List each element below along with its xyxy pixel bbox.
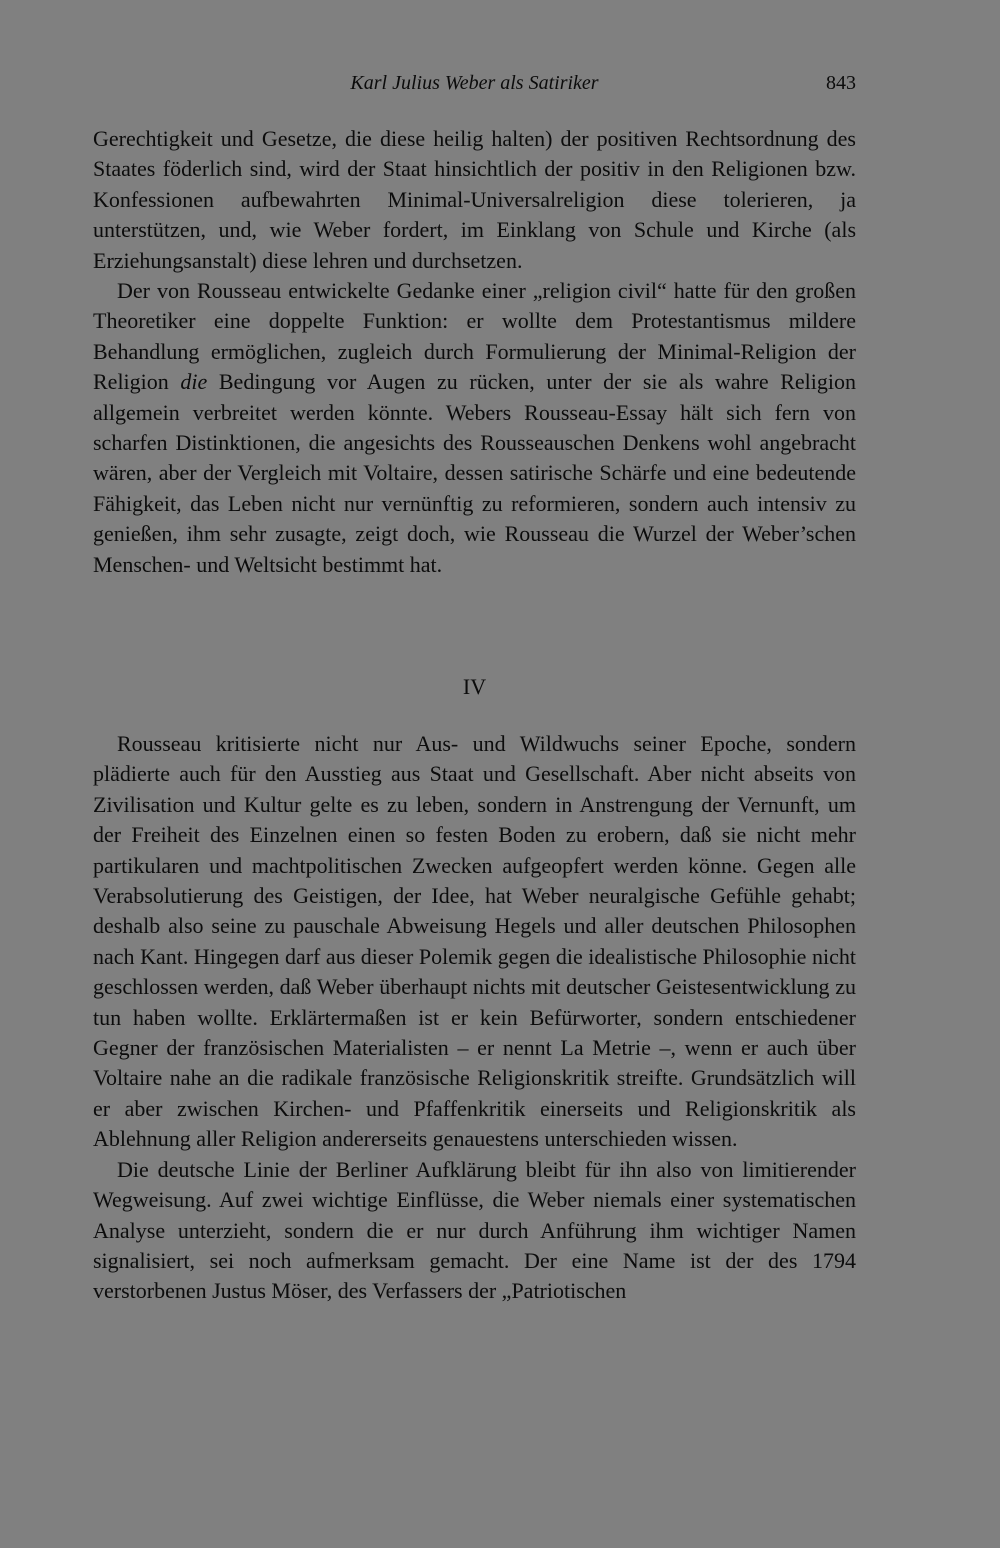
paragraph: Rousseau kritisierte nicht nur Aus- und Wildwuchs seiner Epoche, sondern plädierte auch für den Ausstieg aus Staat und Gesellschaft. Aber nicht abseits von Zivilisation und Kultur gelte es zu leben, sondern in Anstrengung der Vernunft, um der Freiheit des Einzelnen einen so festen Boden zu erobern, daß sie nicht mehr partikularen und machtpolitischen Zwecken aufgeopfert werden könne. Gegen alle Verabsolutierung des Geistigen, der Idee, hat Weber neuralgische Gefühle gehabt; deshalb also seine zu pauschale Abweisung Hegels und aller deutschen Philosophen nach Kant. Hingegen darf aus dieser Polemik gegen die idealistische Philosophie nicht geschlossen werden, daß Weber überhaupt nichts mit deutscher Geistesentwicklung zu tun haben wollte. Erklärtermaßen ist er kein Befürworter, sondern entschiedener Gegner der französischen Materialisten – er nennt La Metrie –, wenn er auch über Voltaire nahe an die radikale französische Religionskritik streifte. Grundsätzlich will er aber zwischen Kirchen- und Pfaffenkritik einerseits und Religionskritik als Ablehnung aller Religion andererseits genauestens unterschieden wissen.: [93, 731, 856, 1152]
paragraph-text: Der von Rousseau entwickelte Gedanke einer „religion civil“ hatte für den großen Theoretiker eine doppelte Funktion: er wollte dem Protestantismus mildere Behandlung ermöglichen, zugleich durch Formulierung der Minimal-Religion der Religion: [93, 278, 856, 395]
body-text-top: [93, 124, 856, 580]
paragraph: Gerechtigkeit und Gesetze, die diese heilig halten) der positiven Rechtsordnung des Staates föderlich sind, wird der Staat hinsichtlich der positiv in den Religionen bzw. Konfessionen aufbewahrten Minimal-Universalreligion diese tolerieren, ja unterstützen, und, wie Weber fordert, im Einklang von Schule und Kirche (als Erziehungsanstalt) diese lehren und durchsetzen.: [93, 126, 856, 273]
paragraph: [93, 276, 856, 580]
emphasis-text: die: [180, 369, 208, 395]
running-header: [93, 70, 856, 100]
paragraph: Die deutsche Linie der Berliner Aufklärung bleibt für ihn also von limitierender Wegweisung. Auf zwei wichtige Einflüsse, die Weber niemals einer systematischen Analyse unterzieht, sondern die er nur durch Anführung ihm wichtiger Namen signalisiert, sei noch aufmerksam gemacht. Der eine Name ist der des 1794 verstorbenen Justus Möser, des Verfassers der „Patriotischen: [93, 1156, 856, 1304]
section-heading: IV: [462, 674, 487, 699]
paragraph-text: Bedingung vor Augen zu rücken, unter der sie als wahre Religion allgemein verbreitet werden könnte. Webers Rousseau-Essay hält sich fern von scharfen Distinktionen, die angesichts des Rousseauschen Denkens wohl angebracht wären, aber der Vergleich mit Voltaire, dessen satirische Schärfe und eine bedeutende Fähigkeit, das Leben nicht nur vernünftig zu reformieren, sondern auch intensiv zu genießen, ihm sehr zusagte, zeigt doch, wie Rousseau die Wurzel der Weber’schen Menschen- und Weltsicht bestimmt hat.: [93, 369, 857, 577]
running-title: Karl Julius Weber als Satiriker: [350, 72, 599, 94]
page-number: 843: [826, 72, 856, 94]
body-text-bottom: [93, 729, 856, 1307]
document-page: [93, 0, 856, 1548]
